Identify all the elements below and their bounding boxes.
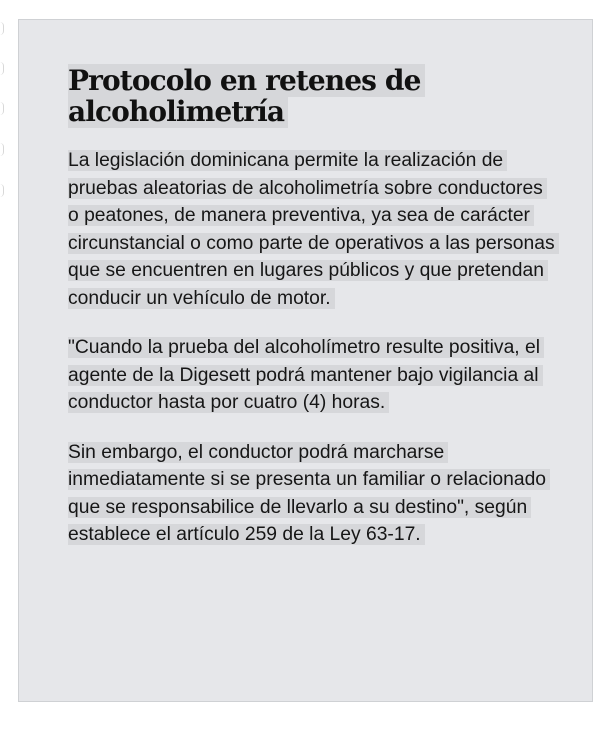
paragraph-text: La legislación dominicana permite la realización de pruebas aleatorias de alcoholimetría sobre conductores o peatones, de manera preventiva, ya sea de carácter circunstancial o como parte de operativos a las personas que se encuentren en lugares públicos y que pretendan conducir un vehículo de motor. (68, 150, 559, 309)
paragraph-legislation (68, 147, 558, 312)
edge-mark (0, 62, 4, 75)
paragraph-release (68, 439, 558, 549)
edge-mark (0, 102, 4, 115)
info-box-title (68, 65, 558, 127)
left-edge-decoration (0, 22, 4, 212)
info-box (18, 19, 593, 702)
title-text: Protocolo en retenes de alcoholimetría (68, 64, 425, 128)
paragraph-text: Sin embargo, el conductor podrá marcharse inmediatamente si se presenta un familiar o relacionado que se responsabilice de llevarlo a su destino", según establece el artículo 259 de la Ley 63-17. (68, 442, 550, 546)
paragraph-text: "Cuando la prueba del alcoholímetro resulte positiva, el agente de la Digesett podrá mantener bajo vigilancia al conductor hasta por cuatro (4) horas. (68, 337, 544, 413)
paragraph-vigilance (68, 334, 558, 417)
edge-mark (0, 22, 4, 35)
info-box-content (68, 65, 558, 571)
edge-mark (0, 184, 4, 197)
edge-mark (0, 143, 4, 156)
